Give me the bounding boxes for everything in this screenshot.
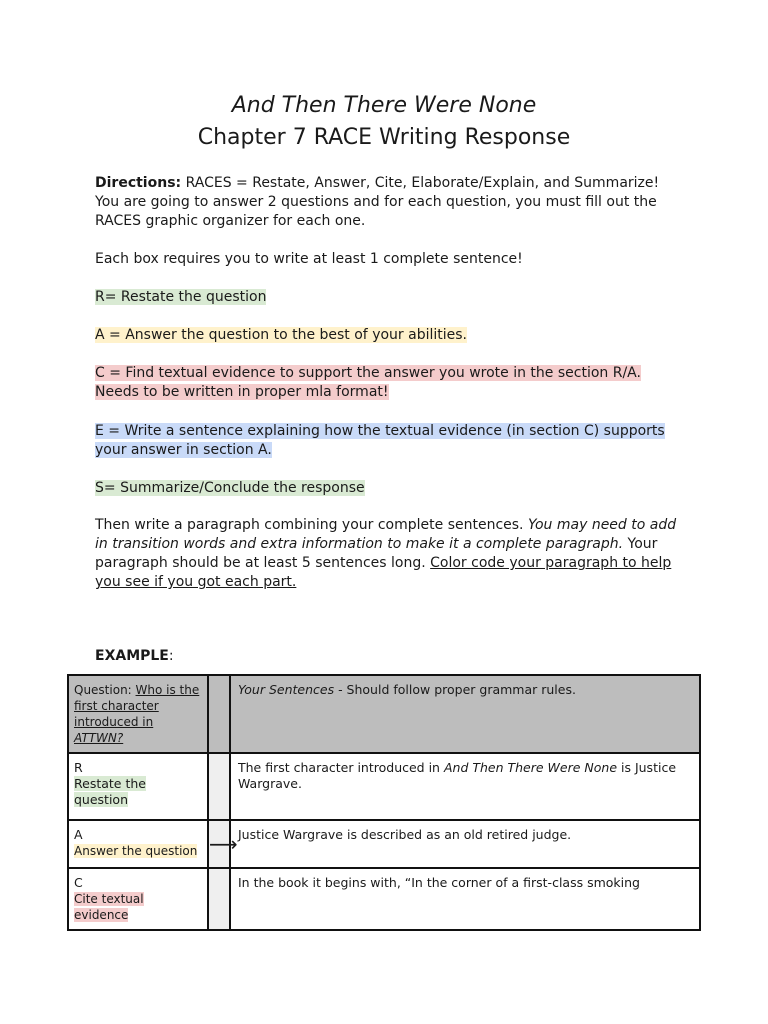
arrow-cell [208, 820, 238, 868]
step-cell [68, 868, 208, 930]
races-c-item [95, 364, 685, 402]
sentences-header-rest: - Should follow proper grammar rules. [334, 682, 576, 697]
example-heading [95, 647, 685, 666]
step-letter: C [74, 875, 83, 890]
sentence-text: Justice Wargrave is described as an old retired judge. [238, 827, 572, 842]
directions-block [95, 174, 685, 231]
table-row-a [68, 820, 700, 868]
table-row-r [68, 753, 700, 820]
paragraph-part4: Color code your paragraph to help you see if you got each part. [95, 555, 672, 590]
sentence-text-before: The first character introduced in [238, 760, 444, 775]
sentence-cell [230, 868, 700, 930]
races-a-item [95, 326, 685, 345]
sentences-header-cell [230, 675, 700, 753]
sentences-header-italic: Your Sentences [238, 682, 335, 697]
table-header-row [68, 675, 700, 753]
races-r-item [95, 288, 685, 307]
races-c-text-line1: C = Find textual evidence to support the answer you wrote in the section R/A. [95, 365, 641, 381]
arrow-cell [208, 868, 230, 930]
step-label: Cite textual evidence [74, 892, 144, 922]
races-a-text: A = Answer the question to the best of your abilities. [95, 327, 467, 343]
races-e-item [95, 422, 685, 460]
step-cell [68, 820, 208, 868]
races-e-text-line1: E = Write a sentence explaining how the textual evidence (in section C) supports [95, 423, 665, 439]
question-cell [68, 675, 208, 753]
arrow-cell [208, 675, 230, 753]
example-colon: : [168, 648, 174, 664]
step-letter: R [74, 760, 83, 775]
sentence-cell [230, 753, 700, 820]
step-label: Answer the question [74, 844, 198, 858]
page-title: Chapter 7 RACE Writing Response [197, 125, 571, 150]
book-title: And Then There Were None [231, 93, 537, 118]
question-text: Who is the first character introduced in [74, 683, 200, 729]
paragraph-part1: Then write a paragraph combining your complete sentences. [95, 517, 528, 533]
directions-label: Directions: [95, 175, 182, 191]
step-letter: A [74, 827, 83, 842]
races-example-table [67, 674, 701, 931]
directions-line1: RACES = Restate, Answer, Cite, Elaborate/Explain, and Summarize! [181, 175, 660, 191]
sentence-text: In the book it begins with, “In the corner of a first-class smoking [238, 875, 640, 890]
question-book: ATTWN? [74, 731, 124, 745]
races-c-text-line2: Needs to be written in proper mla format! [95, 384, 389, 400]
sentence-text-after: is Justice Wargrave. [238, 760, 677, 791]
right-arrow-icon: ⟶ [209, 831, 238, 856]
question-label: Question: [74, 683, 136, 697]
sentence-text-italic: And Then There Were None [443, 760, 618, 775]
sentence-cell [230, 820, 700, 868]
requirement-text: Each box requires you to write at least 1 complete sentence! [95, 251, 523, 267]
step-label: Restate the question [74, 776, 146, 807]
step-cell [68, 753, 208, 820]
races-s-item [95, 479, 685, 498]
races-r-text: R= Restate the question [95, 289, 267, 305]
paragraph-part2: You may need to add in transition words and extra information to make it a complete paragraph. [95, 517, 677, 552]
races-s-text: S= Summarize/Conclude the response [95, 480, 365, 496]
example-label: EXAMPLE [95, 648, 169, 664]
arrow-cell [208, 753, 230, 820]
paragraph-part3: Your paragraph should be at least 5 sentences long. [95, 536, 658, 571]
table-row-c [68, 868, 700, 930]
paragraph-instructions [95, 516, 685, 592]
directions-rest: You are going to answer 2 questions and for each question, you must fill out the RACES graphic organizer for each one. [95, 194, 657, 229]
races-e-text-line2: your answer in section A. [95, 442, 272, 458]
